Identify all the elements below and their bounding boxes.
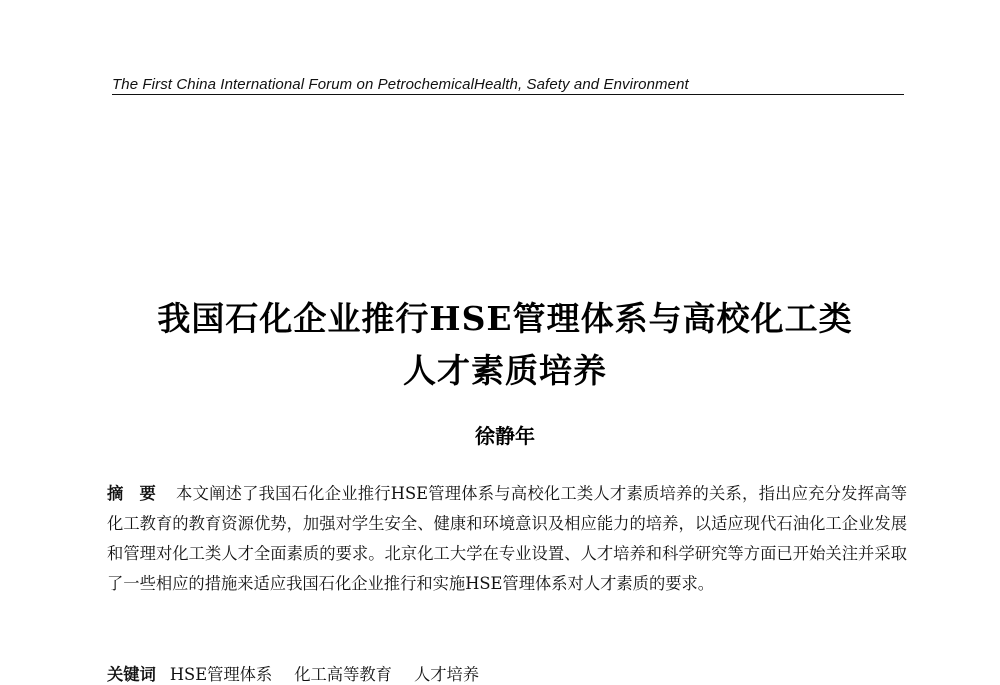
keywords — [107, 661, 907, 685]
keyword: 化工高等教育 — [294, 665, 392, 684]
running-header: The First China International Forum on PetrochemicalHealth, Safety and Environment — [112, 76, 904, 95]
abstract-text: 本文阐述了我国石化企业推行HSE管理体系与高校化工类人才素质培养的关系，指出应充分发挥高等化工教育的教育资源优势，加强对学生安全、健康和环境意识及相应能力的培养，以适应现代石油化工企业发展和管理对化工类人才全面素质的要求。北京化工大学在专业设置、人才培养和科学研究等方面已开始关注并采取了一些相应的措施来适应我国石化企业推行和实施HSE管理体系对人才素质的要求。 — [107, 484, 907, 593]
abstract — [107, 479, 907, 599]
paper-title-line-1: 我国石化企业推行HSE管理体系与高校化工类 — [157, 299, 853, 338]
keyword: HSE管理体系 — [169, 665, 273, 684]
keyword: 人才培养 — [413, 665, 480, 684]
keywords-label: 关键词 — [107, 665, 156, 684]
author-name: 徐静年 — [475, 424, 535, 448]
abstract-label: 摘要 — [107, 484, 173, 503]
paper-title-line-2: 人才素质培养 — [403, 351, 607, 390]
